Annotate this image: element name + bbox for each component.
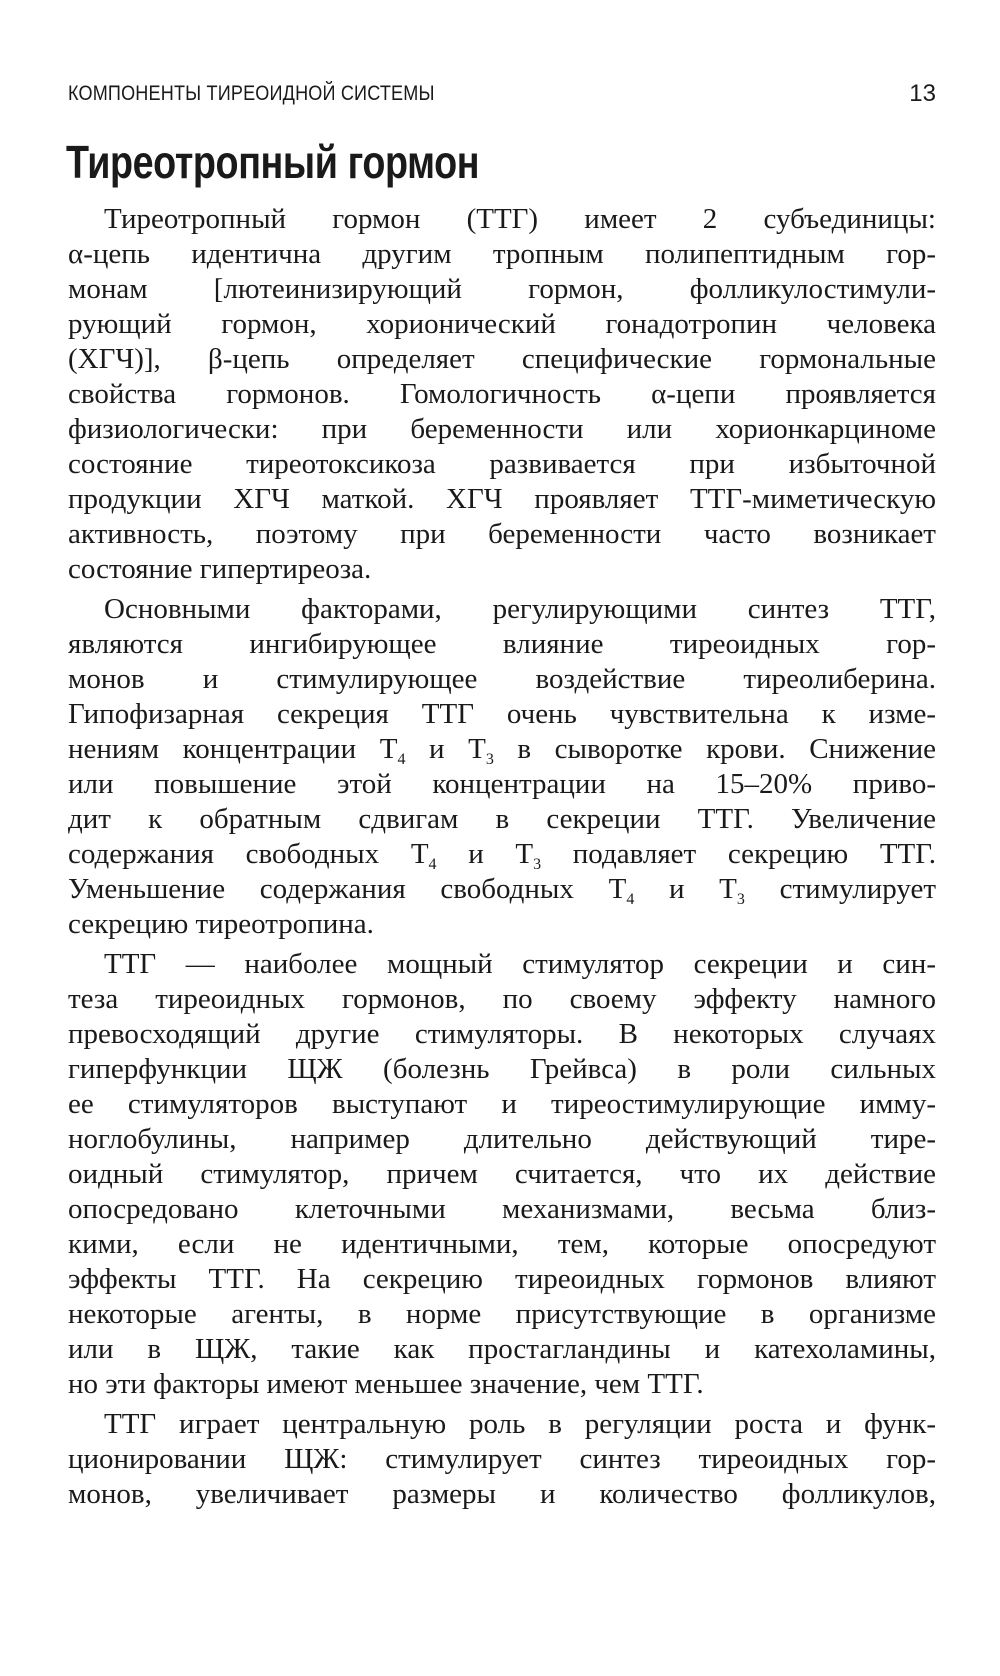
text-line: оидный стимулятор, причем считается, что их действие [68,1158,936,1190]
subscript: 3 [736,891,745,908]
text-line: эффекты ТТГ. На секрецию тиреоидных гормонов влияют [68,1263,936,1295]
running-head [68,74,936,114]
text-run: содержания свободных Т [68,838,429,870]
text-line: или повышение этой концентрации на 15–20% приво- [68,768,936,800]
text-line: свойства гормонов. Гомологичность α-цепи проявляется [68,378,936,410]
text-line: ее стимуляторов выступают и тиреостимулирующие имму- [68,1088,936,1120]
text-line: активность, поэтому при беременности часто возникает [68,518,936,550]
text-line: секрецию тиреотропина. [68,908,374,940]
text-line: α-цепь идентична другим тропным полипептидным гор- [68,238,936,270]
text-line: монов и стимулирующее воздействие тиреолиберина. [68,663,936,695]
text-line: теза тиреоидных гормонов, по своему эффекту намного [68,983,936,1015]
text-line: но эти факторы имеют меньшее значение, чем ТТГ. [68,1368,704,1400]
text-run: и Т [405,733,486,765]
text-line: ТТГ — наиболее мощный стимулятор секреции и син- [104,948,936,980]
text-line: некоторые агенты, в норме присутствующие в организме [68,1298,936,1330]
text-line: являются ингибирующее влияние тиреоидных гор- [68,628,936,660]
text-line: гиперфункции ЩЖ (болезнь Грейвса) в роли сильных [68,1053,936,1085]
paragraph-2 [68,592,936,942]
text-line: опосредовано клеточными механизмами, весьма близ- [68,1193,936,1225]
paragraph-3 [68,947,936,1402]
text-run: и Т [436,838,534,870]
text-run: в сыворотке крови. Снижение [493,733,937,765]
subscript: 3 [485,751,494,768]
page-number: 13 [909,80,936,107]
text-line: монам [лютеинизирующий гормон, фолликулостимули- [68,273,936,305]
text-line: Основными факторами, регулирующими синтез ТТГ, [104,593,936,625]
paragraph-1 [68,202,936,587]
text-line: Тиреотропный гормон (ТТГ) имеет 2 субъединицы: [104,203,936,235]
text-run: Уменьшение содержания свободных Т [68,873,627,905]
text-run: подавляет секрецию ТТГ. [541,838,936,870]
text-line: дит к обратным сдвигам в секреции ТТГ. Увеличение [68,803,936,835]
text-line: (ХГЧ)], β-цепь определяет специфические гормональные [68,343,936,375]
text-line: продукции ХГЧ маткой. ХГЧ проявляет ТТГ-миметическую [68,483,936,515]
text-line-with-subscripts [68,872,936,907]
text-line: монов, увеличивает размеры и количество фолликулов, [68,1478,936,1510]
text-line: Гипофизарная секреция ТТГ очень чувствительна к изме- [68,698,936,730]
subscript: 3 [533,856,542,873]
section-title: Тиреотропный гормон [66,136,480,188]
text-run: и Т [634,873,737,905]
text-run: стимулирует [744,873,936,905]
text-line: состояние тиреотоксикоза развивается при избыточной [68,448,936,480]
text-line: физиологически: при беременности или хорионкарциноме [68,413,936,445]
running-title: КОМПОНЕНТЫ ТИРЕОИДНОЙ СИСТЕМЫ [68,82,435,105]
body-text [68,202,936,1517]
text-line: ноглобулины, например длительно действующий тире- [68,1123,936,1155]
subscript: 4 [397,751,406,768]
text-line: ТТГ играет центральную роль в регуляции роста и функ- [104,1408,936,1440]
text-line-with-subscripts [68,837,936,872]
subscript: 4 [428,856,437,873]
text-line-with-subscripts [68,732,936,767]
text-line: превосходящий другие стимуляторы. В некоторых случаях [68,1018,936,1050]
text-line: ционировании ЩЖ: стимулирует синтез тиреоидных гор- [68,1443,936,1475]
subscript: 4 [626,891,635,908]
text-run: нениям концентрации Т [68,733,398,765]
text-line: рующий гормон, хорионический гонадотропин человека [68,308,936,340]
paragraph-4 [68,1407,936,1512]
text-line: состояние гипертиреоза. [68,553,372,585]
text-line: кими, если не идентичными, тем, которые опосредуют [68,1228,936,1260]
text-line: или в ЩЖ, такие как простагландины и катехоламины, [68,1333,936,1365]
